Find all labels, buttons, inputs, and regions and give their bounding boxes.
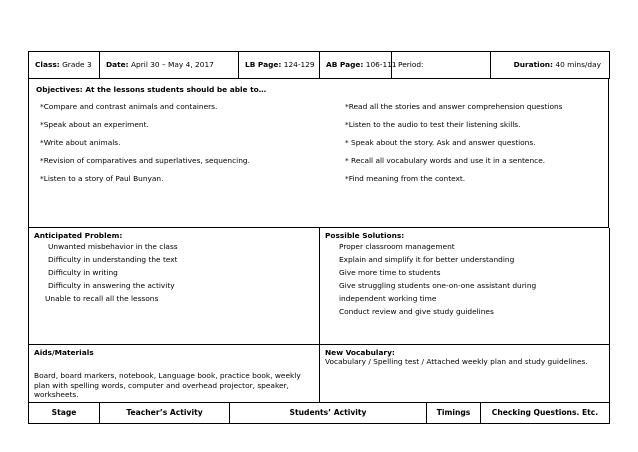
solutions-list [325,240,604,318]
teachers-activity-heading: Teacher’s Activity [100,403,230,424]
date-cell [100,52,239,79]
duration-label: Duration: [513,60,554,70]
lb-page-value: 124-129 [283,60,315,70]
new-vocabulary-title: New Vocabulary: [325,348,395,357]
date-value: April 30 – May 4, 2017 [130,60,214,70]
objectives-title: Objectives: At the lessons students should be able to… [36,85,267,94]
solution-item: Proper classroom management [339,242,455,252]
objectives-right-list [345,102,601,192]
timings-heading: Timings [427,403,481,424]
objectives-left-list [36,102,345,192]
lb-page-cell [239,52,320,79]
objective-item: *Read all the stories and answer comprehension questions [345,102,563,112]
aids-materials-title: Aids/Materials [34,348,94,357]
anticipated-problems-title: Anticipated Problem: [34,231,123,240]
class-cell [29,52,100,79]
objective-item: * Recall all vocabulary words and use it in a sentence. [345,156,546,166]
objective-item: *Compare and contrast animals and containers. [40,102,218,112]
problem-item: Unwanted misbehavior in the class [48,242,178,252]
new-vocabulary-text: Vocabulary / Spelling test / Attached weekly plan and study guidelines. [325,357,588,367]
objective-item: *Find meaning from the context. [345,174,466,184]
solution-item: Conduct review and give study guidelines [339,307,494,317]
problem-item: Difficulty in understanding the text [48,255,178,265]
problem-item: Difficulty in answering the activity [48,281,175,291]
lesson-plan-document [28,51,609,424]
ab-page-cell [320,52,397,79]
header-table [28,51,610,79]
objective-item: *Speak about an experiment. [40,120,149,130]
problems-list [34,240,314,305]
activity-header-table [28,403,610,424]
ab-page-value: 106-111 [365,60,397,70]
aids-materials-text: Board, board markers, notebook, Language book, practice book, weekly plan with spelling words, computer and overhead projector, speaker, worksheets. [34,371,301,399]
aids-materials-cell [29,345,320,403]
problem-item: Difficulty in writing [48,268,118,278]
solution-item: independent working time [339,294,437,304]
date-label: Date: [106,60,129,70]
possible-solutions-title: Possible Solutions: [325,231,405,240]
objectives-table [28,79,609,228]
objective-item: *Listen to the audio to test their listening skills. [345,120,521,130]
duration-cell [491,52,610,79]
solution-item: Give struggling students one-on-one assistant during [339,281,537,291]
students-activity-heading: Students’ Activity [230,403,427,424]
solution-item: Explain and simplify it for better understanding [339,255,515,265]
solution-item: Give more time to students [339,268,441,278]
planning-table [28,228,610,403]
objective-item: *Revision of comparatives and superlatives, sequencing. [40,156,250,166]
stage-heading: Stage [29,403,100,424]
class-value: Grade 3 [62,60,92,70]
anticipated-problems-cell [29,228,320,345]
new-vocabulary-cell [320,345,610,403]
objective-item: *Write about animals. [40,138,121,148]
objective-item: * Speak about the story. Ask and answer questions. [345,138,536,148]
ab-page-label: AB Page: [326,60,364,70]
period-cell [392,52,491,79]
objectives-cell [29,79,609,228]
problem-item: Unable to recall all the lessons [45,294,159,304]
possible-solutions-cell [320,228,610,345]
duration-value: 40 mins/day [555,60,601,70]
period-label: Period: [398,60,424,70]
objective-item: *Listen to a story of Paul Bunyan. [40,174,164,184]
checking-questions-heading: Checking Questions. Etc. [481,403,610,424]
class-label: Class: [35,60,60,70]
lb-page-label: LB Page: [245,60,282,70]
